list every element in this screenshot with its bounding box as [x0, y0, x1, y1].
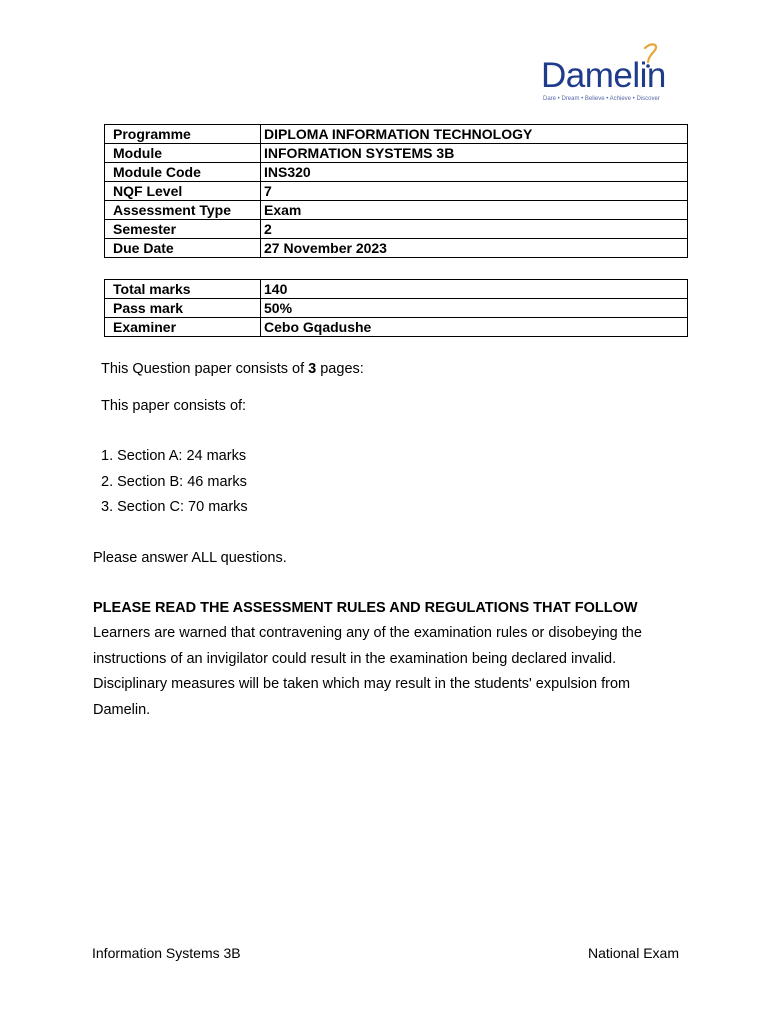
table-row — [105, 280, 688, 299]
table-row — [105, 299, 688, 318]
section-item: 1. Section A: 24 marks — [101, 448, 247, 464]
row-value: 27 November 2023 — [261, 239, 688, 258]
answer-all-instruction: Please answer ALL questions. — [93, 550, 287, 566]
table-row — [105, 201, 688, 220]
row-value: 2 — [261, 220, 688, 239]
row-value: 50% — [261, 299, 688, 318]
logo-tagline: Dare • Dream • Believe • Achieve • Discover — [543, 96, 660, 102]
pages-prefix: This Question paper consists of — [101, 361, 309, 377]
row-value: Exam — [261, 201, 688, 220]
rules-line: instructions of an invigilator could result in the examination being declared invalid. — [93, 651, 617, 667]
pages-statement — [101, 361, 364, 377]
section-item: 3. Section C: 70 marks — [101, 499, 248, 515]
pages-count: 3 — [308, 361, 317, 377]
footer-module-name: Information Systems 3B — [92, 945, 241, 961]
rules-line: Learners are warned that contravening any of the examination rules or disobeying the — [93, 625, 642, 641]
consists-of-text: This paper consists of: — [101, 398, 247, 414]
pages-suffix: pages: — [316, 361, 364, 377]
table-row — [105, 239, 688, 258]
row-label: Module Code — [105, 163, 261, 182]
rules-heading: PLEASE READ THE ASSESSMENT RULES AND REGULATIONS THAT FOLLOW — [93, 600, 638, 616]
course-details-table — [104, 124, 688, 258]
row-label: NQF Level — [105, 182, 261, 201]
row-label: Assessment Type — [105, 201, 261, 220]
damelin-logo — [541, 42, 681, 108]
table-row — [105, 318, 688, 337]
table-row — [105, 220, 688, 239]
logo-wordmark: Damelin — [541, 56, 666, 95]
rules-line: Disciplinary measures will be taken which may result in the students' expulsion from — [93, 676, 631, 692]
row-label: Programme — [105, 125, 261, 144]
marks-table — [104, 279, 688, 337]
table-row — [105, 182, 688, 201]
row-value: 7 — [261, 182, 688, 201]
section-item: 2. Section B: 46 marks — [101, 474, 247, 490]
row-label: Module — [105, 144, 261, 163]
row-value: DIPLOMA INFORMATION TECHNOLOGY — [261, 125, 688, 144]
row-label: Total marks — [105, 280, 261, 299]
table-row — [105, 144, 688, 163]
row-label: Examiner — [105, 318, 261, 337]
row-value: INFORMATION SYSTEMS 3B — [261, 144, 688, 163]
row-label: Pass mark — [105, 299, 261, 318]
table-row — [105, 163, 688, 182]
row-label: Due Date — [105, 239, 261, 258]
row-label: Semester — [105, 220, 261, 239]
row-value: 140 — [261, 280, 688, 299]
table-row — [105, 125, 688, 144]
row-value: INS320 — [261, 163, 688, 182]
footer-exam-type: National Exam — [587, 945, 679, 961]
rules-line: Damelin. — [93, 702, 151, 718]
row-value: Cebo Gqadushe — [261, 318, 688, 337]
